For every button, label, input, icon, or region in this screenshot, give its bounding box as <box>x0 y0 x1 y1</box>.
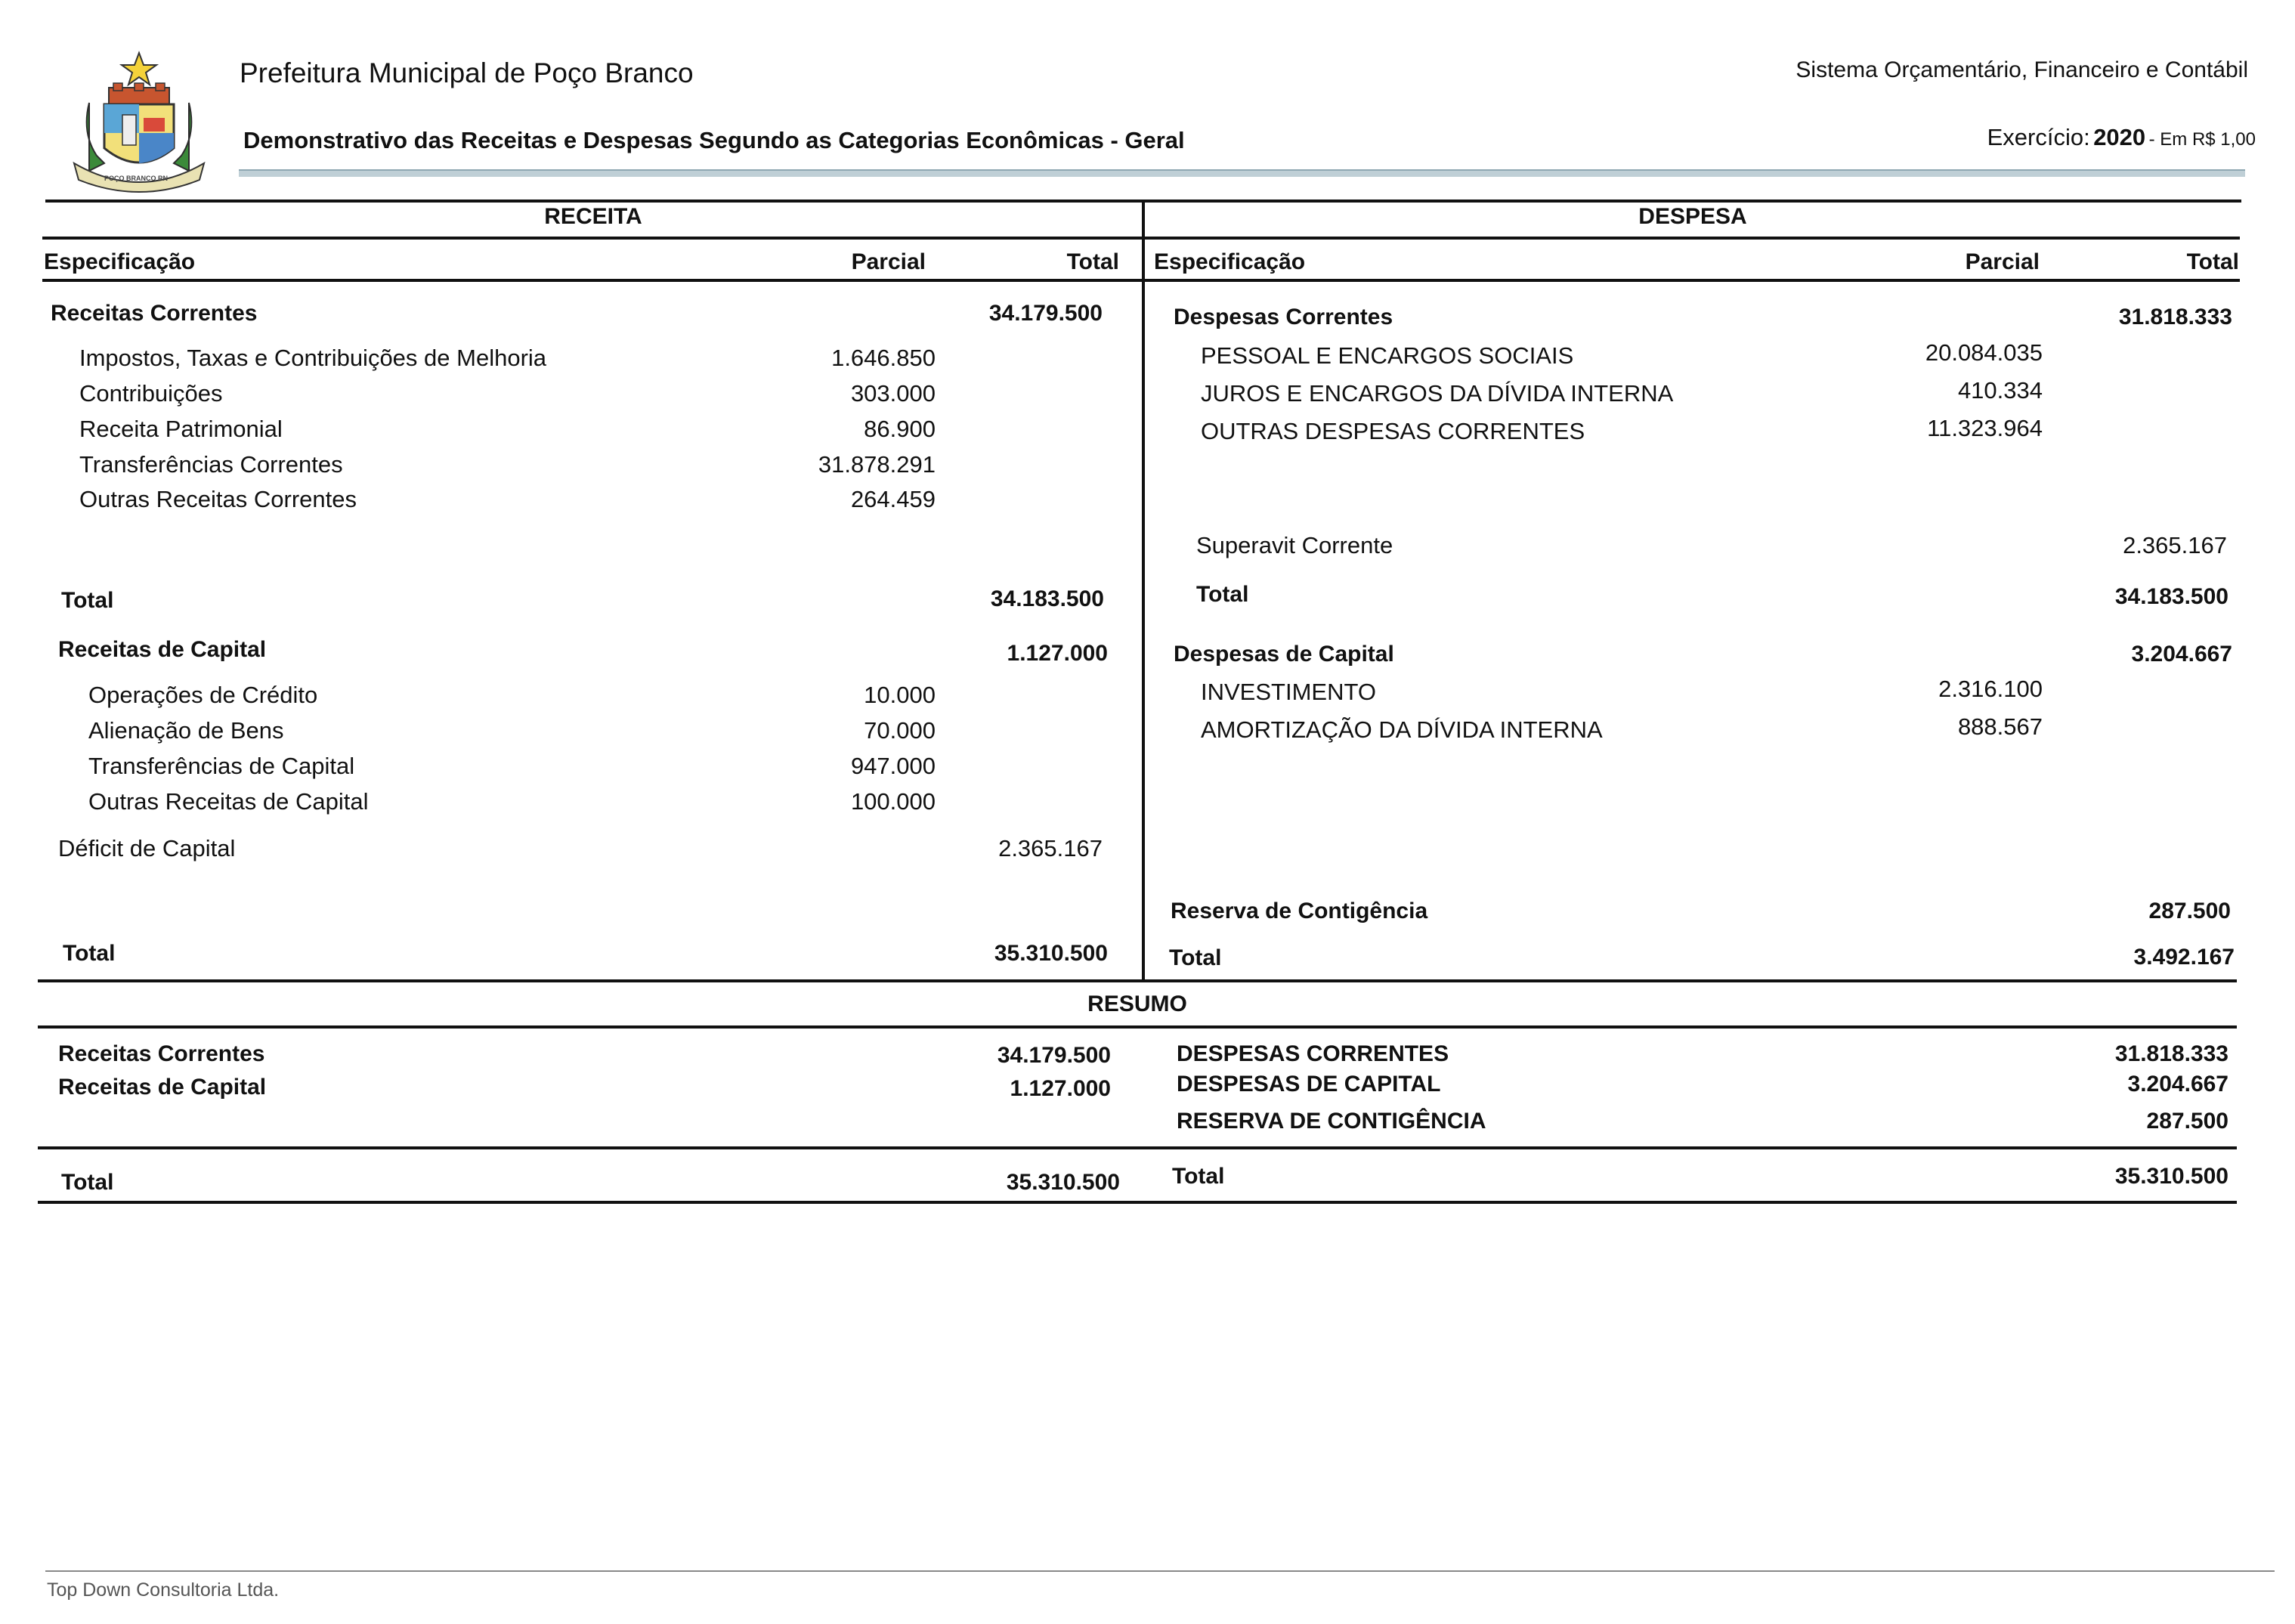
despesa-corrente-value: 410.334 <box>1957 377 2043 404</box>
resumo-receita-value: 34.179.500 <box>997 1043 1111 1068</box>
resumo-despesa-label: DESPESAS CORRENTES <box>1177 1041 1449 1066</box>
despesa-title: DESPESA <box>1638 204 1747 229</box>
despesas-capital-sum-label: Total <box>1169 945 1222 970</box>
footer-company: Top Down Consultoria Ltda. <box>47 1579 280 1601</box>
resumo-despesa-value: 31.818.333 <box>2114 1041 2229 1066</box>
receitas-correntes-label: Receitas Correntes <box>51 301 258 326</box>
receita-capital-label: Transferências de Capital <box>88 753 355 779</box>
resumo-receita-value: 1.127.000 <box>1010 1076 1111 1101</box>
header-bottom-rule-left <box>42 279 1142 282</box>
column-divider <box>1142 200 1145 979</box>
receitas-correntes-sum-label: Total <box>61 588 114 613</box>
header-bottom-rule-right <box>1145 279 2240 282</box>
despesa-capital-label: AMORTIZAÇÃO DA DÍVIDA INTERNA <box>1201 716 1603 743</box>
system-name: Sistema Orçamentário, Financeiro e Contábil <box>1795 57 2248 82</box>
currency-note: - Em R$ 1,00 <box>2148 129 2256 150</box>
receita-corrente-label: Contribuições <box>79 380 223 407</box>
despesa-capital-value: 888.567 <box>1957 713 2043 740</box>
resumo-mid-rule <box>38 1025 2237 1029</box>
receitas-capital-sum-value: 35.310.500 <box>994 941 1108 966</box>
receitas-capital-sum-label: Total <box>63 941 116 966</box>
exercise-label: Exercício: <box>1987 124 2090 150</box>
despesas-correntes-sum-label: Total <box>1196 582 1249 607</box>
receitas-correntes-sum-value: 34.183.500 <box>990 586 1104 611</box>
despesa-corrente-value: 11.323.964 <box>1927 415 2043 441</box>
header-divider-light <box>239 169 2245 177</box>
footer-rule <box>45 1570 2275 1572</box>
receita-col-total: Total <box>1066 249 1119 274</box>
despesas-capital-total: 3.204.667 <box>2131 642 2232 667</box>
receita-capital-value: 10.000 <box>864 682 936 708</box>
logo-caption: POÇO BRANCO RN <box>104 175 169 182</box>
reserva-value: 287.500 <box>2148 899 2231 923</box>
receitas-correntes-total: 34.179.500 <box>988 301 1103 326</box>
org-name: Prefeitura Municipal de Poço Branco <box>240 57 694 88</box>
receitas-capital-total: 1.127.000 <box>1007 641 1108 666</box>
reserva-label: Reserva de Contigência <box>1171 899 1428 923</box>
receita-corrente-value: 86.900 <box>864 416 936 442</box>
receita-capital-label: Outras Receitas de Capital <box>88 788 369 815</box>
resumo-despesa-value: 3.204.667 <box>2127 1072 2229 1097</box>
header-mid-rule-left <box>42 237 1142 240</box>
receita-corrente-value: 31.878.291 <box>818 451 936 478</box>
resumo-total-rule <box>38 1146 2237 1149</box>
deficit-capital-value: 2.365.167 <box>998 835 1103 861</box>
receita-capital-value: 100.000 <box>850 788 936 815</box>
resumo-total-value-right: 35.310.500 <box>2114 1164 2229 1189</box>
coat-of-arms-logo <box>59 50 219 193</box>
despesa-col-spec: Especificação <box>1154 249 1306 274</box>
despesa-corrente-label: JUROS E ENCARGOS DA DÍVIDA INTERNA <box>1201 380 1674 407</box>
despesa-col-total: Total <box>2186 249 2239 274</box>
deficit-capital-label: Déficit de Capital <box>58 835 236 861</box>
municipal-coat-of-arms-icon <box>59 50 219 193</box>
receita-capital-label: Operações de Crédito <box>88 682 318 708</box>
despesas-capital-label: Despesas de Capital <box>1174 642 1394 667</box>
superavit-label: Superavit Corrente <box>1196 532 1393 558</box>
despesas-capital-sum-value: 3.492.167 <box>2133 945 2235 970</box>
receita-col-parcial: Parcial <box>851 249 926 274</box>
receita-title: RECEITA <box>544 204 642 229</box>
report-title: Demonstrativo das Receitas e Despesas Segundo as Categorias Econômicas - Geral <box>243 127 1185 153</box>
despesa-capital-value: 2.316.100 <box>1938 676 2043 702</box>
resumo-receita-label: Receitas Correntes <box>58 1041 265 1066</box>
despesa-corrente-label: OUTRAS DESPESAS CORRENTES <box>1201 418 1585 444</box>
receita-corrente-value: 1.646.850 <box>831 345 936 371</box>
despesas-correntes-label: Despesas Correntes <box>1174 305 1393 329</box>
header-mid-rule-right <box>1145 237 2240 240</box>
despesas-correntes-sum-value: 34.183.500 <box>2114 584 2229 609</box>
despesa-col-parcial: Parcial <box>1965 249 2040 274</box>
receitas-capital-label: Receitas de Capital <box>58 637 267 662</box>
resumo-despesa-label: RESERVA DE CONTIGÊNCIA <box>1177 1109 1486 1134</box>
resumo-bottom-rule <box>38 1201 2237 1204</box>
resumo-total-label-left: Total <box>61 1170 114 1195</box>
receita-col-spec: Especificação <box>44 249 196 274</box>
resumo-title: RESUMO <box>1087 991 1187 1016</box>
receita-corrente-label: Receita Patrimonial <box>79 416 283 442</box>
receita-capital-value: 947.000 <box>850 753 936 779</box>
receita-capital-label: Alienação de Bens <box>88 717 284 744</box>
superavit-value: 2.365.167 <box>2123 532 2227 558</box>
resumo-despesa-label: DESPESAS DE CAPITAL <box>1177 1072 1441 1097</box>
exercise-year: 2020 <box>2093 124 2146 150</box>
despesa-corrente-value: 20.084.035 <box>1925 339 2043 366</box>
resumo-despesa-value: 287.500 <box>2146 1109 2229 1134</box>
receita-corrente-label: Impostos, Taxas e Contribuições de Melhoria <box>79 345 547 371</box>
receita-corrente-value: 264.459 <box>850 486 936 512</box>
despesa-capital-label: INVESTIMENTO <box>1201 679 1376 705</box>
receita-corrente-label: Outras Receitas Correntes <box>79 486 357 512</box>
despesas-correntes-total: 31.818.333 <box>2118 305 2232 329</box>
resumo-total-value-left: 35.310.500 <box>1006 1170 1120 1195</box>
despesa-corrente-label: PESSOAL E ENCARGOS SOCIAIS <box>1201 342 1574 369</box>
receita-corrente-label: Transferências Correntes <box>79 451 343 478</box>
exercise-line <box>1987 125 2256 149</box>
receita-capital-value: 70.000 <box>864 717 936 744</box>
resumo-receita-label: Receitas de Capital <box>58 1075 267 1100</box>
resumo-top-rule <box>38 979 2237 982</box>
receita-corrente-value: 303.000 <box>850 380 936 407</box>
resumo-total-label-right: Total <box>1172 1164 1225 1189</box>
